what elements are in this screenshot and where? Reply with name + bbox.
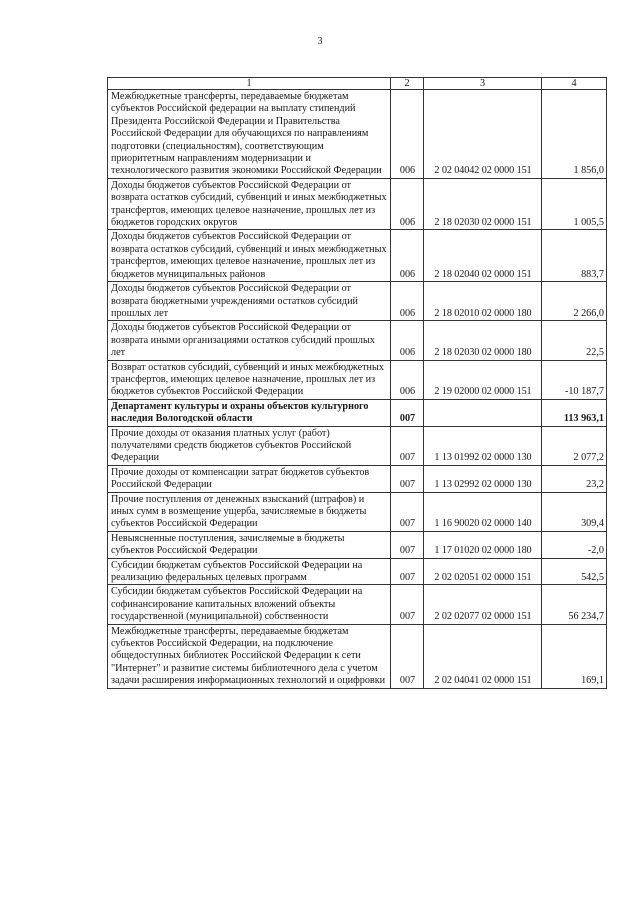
cell-name: Межбюджетные трансферты, передаваемые бюджетам субъектов Российской федерации на выплату стипендий Президента Российской Федерации и Правительства Российской Федерации для обучающихся по направлениям подготовки (специальностям), соответствующим приоритетным направлениям модернизации и технологического развития экономики Российской Федерации	[108, 90, 391, 179]
cell-amount: 22,5	[542, 321, 607, 360]
cell-name: Прочие поступления от денежных взысканий (штрафов) и иных сумм в возмещение ущерба, зачисляемые в бюджеты субъектов Российской Федерации	[108, 492, 391, 531]
cell-admin: 006	[391, 282, 424, 321]
cell-name: Доходы бюджетов субъектов Российской Федерации от возврата остатков субсидий, субвенций и иных межбюджетных трансфертов, имеющих целевое назначение, прошлых лет из бюджетов городских округов	[108, 178, 391, 230]
cell-name: Доходы бюджетов субъектов Российской Федерации от возврата остатков субсидий, субвенций и иных межбюджетных трансфертов, имеющих целевое назначение, прошлых лет из бюджетов муниципальных районов	[108, 230, 391, 282]
cell-admin: 007	[391, 585, 424, 624]
cell-code: 2 02 02077 02 0000 151	[424, 585, 542, 624]
table-body	[108, 78, 607, 689]
header-cell-admin: 2	[391, 78, 424, 90]
cell-name: Межбюджетные трансферты, передаваемые бюджетам субъектов Российской Федерации, на подключение общедоступных библиотек Российской Федерации к сети "Интернет" и развитие системы библиотечного дела с учетом задачи расширения информационных технологий и оцифровки	[108, 624, 391, 688]
cell-amount: 2 266,0	[542, 282, 607, 321]
table-row	[108, 399, 607, 426]
cell-amount: 1 856,0	[542, 90, 607, 179]
cell-code: 2 19 02000 02 0000 151	[424, 360, 542, 399]
cell-code: 2 18 02040 02 0000 151	[424, 230, 542, 282]
header-cell-name: 1	[108, 78, 391, 90]
budget-revenue-table	[107, 77, 607, 689]
page-number: 3	[317, 36, 323, 47]
table-row	[108, 558, 607, 585]
cell-name: Возврат остатков субсидий, субвенций и иных межбюджетных трансфертов, имеющих целевое назначение, прошлых лет из бюджетов субъектов Российской Федерации	[108, 360, 391, 399]
table-row	[108, 321, 607, 360]
cell-amount: 23,2	[542, 465, 607, 492]
cell-admin: 007	[391, 558, 424, 585]
cell-amount: 309,4	[542, 492, 607, 531]
cell-amount: 169,1	[542, 624, 607, 688]
table-row	[108, 624, 607, 688]
cell-admin: 006	[391, 321, 424, 360]
cell-code: 2 18 02030 02 0000 180	[424, 321, 542, 360]
cell-admin: 006	[391, 90, 424, 179]
cell-amount: 2 077,2	[542, 426, 607, 465]
cell-code	[424, 399, 542, 426]
cell-code: 2 18 02010 02 0000 180	[424, 282, 542, 321]
table-row	[108, 90, 607, 179]
cell-code: 2 02 04041 02 0000 151	[424, 624, 542, 688]
header-cell-code: 3	[424, 78, 542, 90]
cell-name: Невыясненные поступления, зачисляемые в бюджеты субъектов Российской Федерации	[108, 531, 391, 558]
cell-admin: 007	[391, 624, 424, 688]
cell-admin: 007	[391, 531, 424, 558]
table-row	[108, 492, 607, 531]
cell-amount: 1 005,5	[542, 178, 607, 230]
table-row	[108, 465, 607, 492]
cell-code: 2 18 02030 02 0000 151	[424, 178, 542, 230]
cell-amount: -2,0	[542, 531, 607, 558]
cell-admin: 006	[391, 178, 424, 230]
cell-amount: 883,7	[542, 230, 607, 282]
cell-name: Прочие доходы от оказания платных услуг (работ) получателями средств бюджетов субъектов Российской Федерации	[108, 426, 391, 465]
table-row	[108, 426, 607, 465]
cell-admin: 006	[391, 360, 424, 399]
cell-amount: 542,5	[542, 558, 607, 585]
cell-code: 1 13 01992 02 0000 130	[424, 426, 542, 465]
cell-name: Доходы бюджетов субъектов Российской Федерации от возврата бюджетными учреждениями остатков субсидий прошлых лет	[108, 282, 391, 321]
cell-admin: 007	[391, 399, 424, 426]
cell-amount: 56 234,7	[542, 585, 607, 624]
table-row	[108, 360, 607, 399]
cell-amount: 113 963,1	[542, 399, 607, 426]
table-row	[108, 230, 607, 282]
cell-admin: 007	[391, 465, 424, 492]
header-cell-amount: 4	[542, 78, 607, 90]
cell-admin: 007	[391, 426, 424, 465]
cell-code: 2 02 04042 02 0000 151	[424, 90, 542, 179]
cell-name: Субсидии бюджетам субъектов Российской Федерации на реализацию федеральных целевых программ	[108, 558, 391, 585]
table-row	[108, 531, 607, 558]
cell-code: 1 13 02992 02 0000 130	[424, 465, 542, 492]
cell-name: Департамент культуры и охраны объектов культурного наследия Вологодской области	[108, 399, 391, 426]
cell-name: Доходы бюджетов субъектов Российской Федерации от возврата иными организациями остатков субсидий прошлых лет	[108, 321, 391, 360]
cell-code: 1 16 90020 02 0000 140	[424, 492, 542, 531]
table-header-row	[108, 78, 607, 90]
table-row	[108, 282, 607, 321]
cell-admin: 007	[391, 492, 424, 531]
cell-name: Субсидии бюджетам субъектов Российской Федерации на софинансирование капитальных вложений объекты государственной (муниципальной) собственности	[108, 585, 391, 624]
cell-amount: -10 187,7	[542, 360, 607, 399]
table-row	[108, 178, 607, 230]
cell-name: Прочие доходы от компенсации затрат бюджетов субъектов Российской Федерации	[108, 465, 391, 492]
table-row	[108, 585, 607, 624]
cell-code: 1 17 01020 02 0000 180	[424, 531, 542, 558]
cell-code: 2 02 02051 02 0000 151	[424, 558, 542, 585]
cell-admin: 006	[391, 230, 424, 282]
